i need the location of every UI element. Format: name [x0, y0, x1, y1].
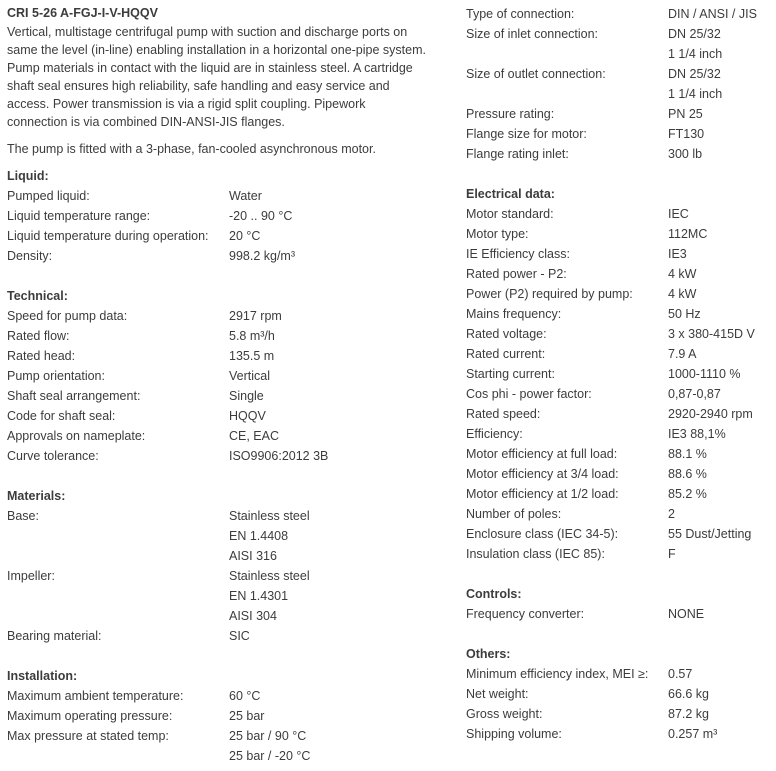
- spec-label: Size of inlet connection:: [466, 27, 599, 41]
- spec-value: 2917 rpm: [229, 309, 282, 323]
- spec-label: Motor type:: [466, 227, 529, 241]
- spec-label: Maximum ambient temperature:: [7, 689, 184, 703]
- description-line: access. Power transmission is via a rigid split coupling. Pipework: [7, 97, 366, 111]
- spec-value: DN 25/32: [668, 67, 721, 81]
- spec-label: Max pressure at stated temp:: [7, 729, 169, 743]
- spec-value: 135.5 m: [229, 349, 275, 363]
- spec-label: Enclosure class (IEC 34-5):: [466, 527, 619, 541]
- spec-value: ISO9906:2012 3B: [229, 449, 329, 463]
- spec-label: Curve tolerance:: [7, 449, 99, 463]
- spec-value: IE3 88,1%: [668, 427, 726, 441]
- spec-label: Bearing material:: [7, 629, 102, 643]
- spec-label: Motor efficiency at full load:: [466, 447, 618, 461]
- spec-value: AISI 304: [229, 609, 277, 623]
- spec-label: Gross weight:: [466, 707, 543, 721]
- spec-value: FT130: [668, 127, 705, 141]
- spec-value: 3 x 380-415D V: [668, 327, 755, 341]
- spec-value: PN 25: [668, 107, 703, 121]
- spec-value: 1 1/4 inch: [668, 47, 723, 61]
- spec-label: Pump orientation:: [7, 369, 105, 383]
- spec-value: -20 .. 90 °C: [229, 209, 293, 223]
- spec-label: Starting current:: [466, 367, 555, 381]
- spec-label: Net weight:: [466, 687, 529, 701]
- spec-value: Water: [229, 189, 262, 203]
- spec-label: Motor standard:: [466, 207, 554, 221]
- product-title: CRI 5-26 A-FGJ-I-V-HQQV: [7, 6, 158, 20]
- spec-label: Motor efficiency at 1/2 load:: [466, 487, 619, 501]
- spec-label: Minimum efficiency index, MEI ≥:: [466, 667, 649, 681]
- spec-value: Vertical: [229, 369, 270, 383]
- spec-value: 88.6 %: [668, 467, 707, 481]
- spec-value: 55 Dust/Jetting: [668, 527, 752, 541]
- spec-label: Approvals on nameplate:: [7, 429, 146, 443]
- spec-value: DN 25/32: [668, 27, 721, 41]
- spec-value: CE, EAC: [229, 429, 280, 443]
- spec-value: 60 °C: [229, 689, 261, 703]
- spec-value: IE3: [668, 247, 687, 261]
- spec-value: 0.257 m³: [668, 727, 718, 741]
- spec-label: Liquid temperature during operation:: [7, 229, 209, 243]
- spec-label: Impeller:: [7, 569, 55, 583]
- spec-value: SIC: [229, 629, 250, 643]
- description-line: same the level (in-line) enabling installation in a horizontal one-pipe system.: [7, 43, 426, 57]
- spec-value: 87.2 kg: [668, 707, 710, 721]
- spec-value: 5.8 m³/h: [229, 329, 275, 343]
- spec-label: Pressure rating:: [466, 107, 555, 121]
- spec-label: Shaft seal arrangement:: [7, 389, 141, 403]
- section-heading: Materials:: [7, 489, 66, 503]
- spec-value: 7.9 A: [668, 347, 697, 361]
- spec-value: 0,87-0,87: [668, 387, 721, 401]
- section-heading: Technical:: [7, 289, 68, 303]
- section-heading: Liquid:: [7, 169, 49, 183]
- description-line: Pump materials in contact with the liquid are in stainless steel. A cartridge: [7, 61, 413, 75]
- section-heading: Electrical data:: [466, 187, 555, 201]
- spec-label: Type of connection:: [466, 7, 575, 21]
- spec-label: Rated speed:: [466, 407, 541, 421]
- spec-value: 0.57: [668, 667, 693, 681]
- spec-value: 20 °C: [229, 229, 261, 243]
- spec-label: Motor efficiency at 3/4 load:: [466, 467, 619, 481]
- spec-value: F: [668, 547, 676, 561]
- spec-label: Density:: [7, 249, 53, 263]
- spec-label: Maximum operating pressure:: [7, 709, 173, 723]
- spec-label: IE Efficiency class:: [466, 247, 570, 261]
- spec-label: Insulation class (IEC 85):: [466, 547, 605, 561]
- spec-label: Code for shaft seal:: [7, 409, 116, 423]
- spec-value: 25 bar / 90 °C: [229, 729, 307, 743]
- spec-value: 50 Hz: [668, 307, 701, 321]
- spec-value: Stainless steel: [229, 569, 310, 583]
- spec-label: Size of outlet connection:: [466, 67, 606, 81]
- spec-value: 2920-2940 rpm: [668, 407, 753, 421]
- spec-value: 88.1 %: [668, 447, 707, 461]
- spec-value: EN 1.4301: [229, 589, 289, 603]
- spec-label: Rated power - P2:: [466, 267, 567, 281]
- spec-value: 112MC: [668, 227, 708, 241]
- spec-value: 25 bar: [229, 709, 265, 723]
- spec-label: Frequency converter:: [466, 607, 585, 621]
- spec-label: Mains frequency:: [466, 307, 562, 321]
- spec-label: Flange size for motor:: [466, 127, 587, 141]
- spec-value: IEC: [668, 207, 689, 221]
- spec-value: 1 1/4 inch: [668, 87, 723, 101]
- description-line: shaft seal ensures high reliability, safe handling and easy service and: [7, 79, 390, 93]
- spec-label: Shipping volume:: [466, 727, 562, 741]
- spec-label: Number of poles:: [466, 507, 562, 521]
- spec-value: 4 kW: [668, 267, 697, 281]
- spec-label: Rated current:: [466, 347, 546, 361]
- spec-label: Rated voltage:: [466, 327, 547, 341]
- description-line: connection is via combined DIN-ANSI-JIS flanges.: [7, 115, 285, 129]
- spec-value: NONE: [668, 607, 705, 621]
- spec-value: Stainless steel: [229, 509, 310, 523]
- spec-value: 300 lb: [668, 147, 703, 161]
- spec-label: Efficiency:: [466, 427, 523, 441]
- spec-label: Power (P2) required by pump:: [466, 287, 633, 301]
- description-line: Vertical, multistage centrifugal pump with suction and discharge ports on: [7, 25, 408, 39]
- spec-label: Cos phi - power factor:: [466, 387, 592, 401]
- spec-value: EN 1.4408: [229, 529, 289, 543]
- section-heading: Controls:: [466, 587, 522, 601]
- spec-value: 1000-1110 %: [668, 367, 741, 381]
- spec-label: Rated head:: [7, 349, 76, 363]
- spec-label: Speed for pump data:: [7, 309, 128, 323]
- spec-value: 998.2 kg/m³: [229, 249, 296, 263]
- section-heading: Installation:: [7, 669, 78, 683]
- spec-value: HQQV: [229, 409, 266, 423]
- spec-value: Single: [229, 389, 264, 403]
- spec-value: 85.2 %: [668, 487, 707, 501]
- spec-value: 2: [668, 507, 675, 521]
- section-heading: Others:: [466, 647, 511, 661]
- spec-value: 4 kW: [668, 287, 697, 301]
- spec-label: Pumped liquid:: [7, 189, 90, 203]
- motor-note: The pump is fitted with a 3-phase, fan-cooled asynchronous motor.: [7, 142, 376, 156]
- spec-value: AISI 316: [229, 549, 277, 563]
- spec-label: Rated flow:: [7, 329, 70, 343]
- spec-value: DIN / ANSI / JIS: [668, 7, 757, 21]
- spec-label: Flange rating inlet:: [466, 147, 569, 161]
- spec-value: 25 bar / -20 °C: [229, 749, 311, 763]
- spec-label: Liquid temperature range:: [7, 209, 151, 223]
- spec-value: 66.6 kg: [668, 687, 710, 701]
- spec-label: Base:: [7, 509, 39, 523]
